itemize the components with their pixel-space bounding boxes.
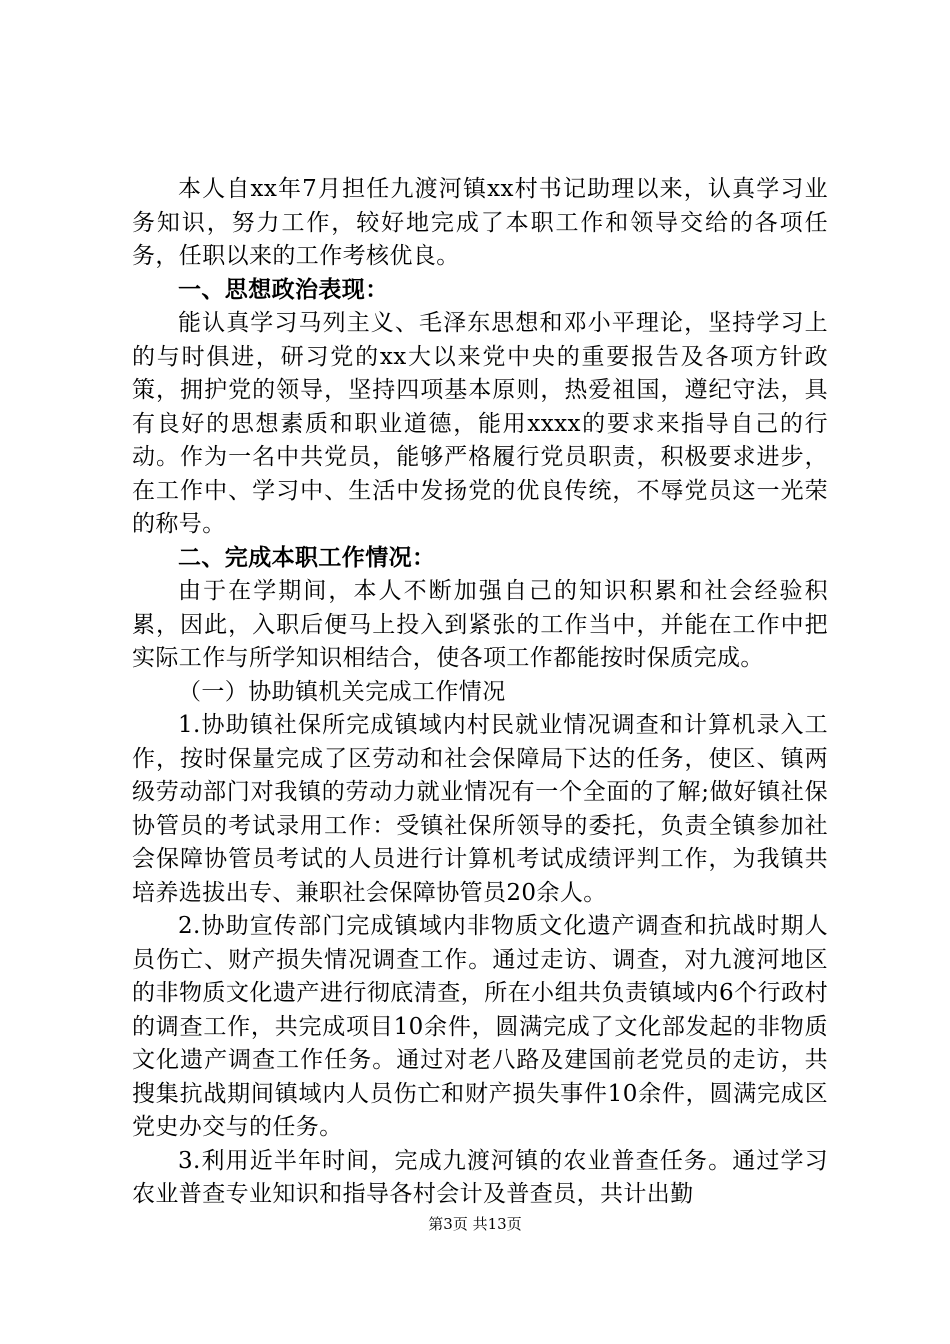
section-heading-work: 二、完成本职工作情况： <box>178 544 436 571</box>
page-footer: 第3页 共13页 <box>428 1215 522 1233</box>
paragraph-political: 能认真学习马列主义、毛泽东思想和邓小平理论，坚持学习上的与时俱进，研习党的xx大以来党中央的重要报告及各项方针政策，拥护党的领导，坚持四项基本原则，热爱祖国，遵纪守法，具有良好的思想素质和职业道德，能用xxxx的要求来指导自己的行动。作为一名中共党员，能够严格履行党员职责，积极要求进步，在工作中、学习中、生活中发扬党的优良传统，不辱党员这一光荣的称号。 <box>132 310 828 537</box>
paragraph-intro: 本人自xx年7月担任九渡河镇xx村书记助理以来，认真学习业务知识，努力工作，较好地完成了本职工作和领导交给的各项任务，任职以来的工作考核优良。 <box>132 176 828 269</box>
paragraph-item-3: 3.利用近半年时间，完成九渡河镇的农业普查任务。通过学习农业普查专业知识和指导各村会计及普查员，共计出勤 <box>132 1147 828 1207</box>
subsection-heading-assist: （一）协助镇机关完成工作情况 <box>178 678 506 705</box>
section-heading-political: 一、思想政治表现： <box>178 276 389 303</box>
paragraph-item-2: 2.协助宣传部门完成镇域内非物质文化遗产调查和抗战时期人员伤亡、财产损失情况调查工作。通过走访、调查，对九渡河地区的非物质文化遗产进行彻底清查，所在小组共负责镇域内6个行政村的调查工作，共完成项目10余件，圆满完成了文化部发起的非物质文化遗产调查工作任务。通过对老八路及建国前老党员的走访，共搜集抗战期间镇域内人员伤亡和财产损失事件10余件，圆满完成区党史办交与的任务。 <box>132 913 828 1140</box>
paragraph-item-1: 1.协助镇社保所完成镇域内村民就业情况调查和计算机录入工作，按时保量完成了区劳动和社会保障局下达的任务，使区、镇两级劳动部门对我镇的劳动力就业情况有一个全面的了解;做好镇社保协管员的考试录用工作：受镇社保所领导的委托，负责全镇参加社会保障协管员考试的人员进行计算机考试成绩评判工作，为我镇共培养选拔出专、兼职社会保障协管员20余人。 <box>132 712 828 906</box>
paragraph-work: 由于在学期间，本人不断加强自己的知识积累和社会经验积累，因此，入职后便马上投入到紧张的工作当中，并能在工作中把实际工作与所学知识相结合，使各项工作都能按时保质完成。 <box>132 578 828 671</box>
document-body <box>132 173 828 1212</box>
